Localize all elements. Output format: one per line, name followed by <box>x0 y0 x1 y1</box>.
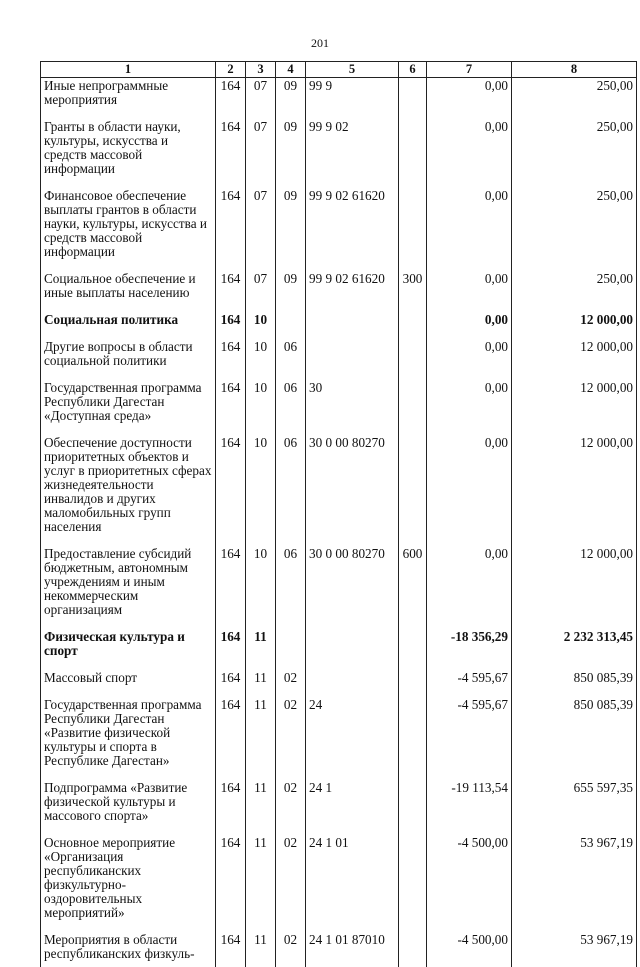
cell-col8: 53 967,19 <box>512 835 637 932</box>
cell-col7: -4 595,67 <box>427 670 512 697</box>
cell-col7: -19 113,54 <box>427 780 512 835</box>
cell-vid: 300 <box>399 271 427 312</box>
table-row <box>41 670 637 697</box>
cell-col8: 250,00 <box>512 271 637 312</box>
cell-ved: 164 <box>216 780 246 835</box>
cell-col7: -4 500,00 <box>427 932 512 967</box>
cell-podr: 06 <box>276 435 306 546</box>
cell-col7: 0,00 <box>427 435 512 546</box>
cell-tsel: 99 9 <box>306 78 399 120</box>
cell-razd: 07 <box>246 271 276 312</box>
cell-razd: 07 <box>246 78 276 120</box>
cell-tsel: 24 1 <box>306 780 399 835</box>
cell-name: Социальная политика <box>41 312 216 339</box>
col-header-2: 2 <box>216 62 246 78</box>
cell-name: Финансовое обеспечение выплаты грантов в области науки, культуры, искусства и средств массовой информации <box>41 188 216 271</box>
cell-name: Гранты в области науки, культуры, искусства и средств массовой информации <box>41 119 216 188</box>
budget-table <box>40 61 637 967</box>
table-row <box>41 932 637 967</box>
cell-name: Обеспечение доступности приоритетных объектов и услуг в приоритетных сферах жизнедеятельности инвалидов и других маломобильных групп населения <box>41 435 216 546</box>
cell-ved: 164 <box>216 546 246 629</box>
cell-vid <box>399 188 427 271</box>
cell-razd: 11 <box>246 629 276 670</box>
cell-razd: 11 <box>246 697 276 780</box>
cell-name: Иные непрограммные мероприятия <box>41 78 216 120</box>
cell-vid <box>399 670 427 697</box>
cell-col7: 0,00 <box>427 339 512 380</box>
cell-tsel: 24 1 01 <box>306 835 399 932</box>
cell-ved: 164 <box>216 435 246 546</box>
cell-ved: 164 <box>216 339 246 380</box>
cell-tsel: 99 9 02 <box>306 119 399 188</box>
cell-razd: 10 <box>246 339 276 380</box>
cell-razd: 10 <box>246 435 276 546</box>
table-row <box>41 188 637 271</box>
cell-name: Основное мероприятие «Организация республиканских физкультурно-оздоровительных мероприятий» <box>41 835 216 932</box>
cell-vid <box>399 932 427 967</box>
cell-name: Предоставление субсидий бюджетным, автономным учреждениям и иным некоммерческим организациям <box>41 546 216 629</box>
cell-ved: 164 <box>216 188 246 271</box>
cell-vid <box>399 339 427 380</box>
cell-podr <box>276 312 306 339</box>
cell-ved: 164 <box>216 697 246 780</box>
cell-name: Подпрограмма «Развитие физической культуры и массового спорта» <box>41 780 216 835</box>
cell-ved: 164 <box>216 629 246 670</box>
cell-name: Другие вопросы в области социальной политики <box>41 339 216 380</box>
cell-col8: 850 085,39 <box>512 697 637 780</box>
cell-col7: -4 500,00 <box>427 835 512 932</box>
cell-col8: 2 232 313,45 <box>512 629 637 670</box>
cell-vid <box>399 697 427 780</box>
cell-vid: 600 <box>399 546 427 629</box>
cell-ved: 164 <box>216 271 246 312</box>
cell-col8: 12 000,00 <box>512 435 637 546</box>
col-header-8: 8 <box>512 62 637 78</box>
cell-podr: 02 <box>276 697 306 780</box>
cell-ved: 164 <box>216 119 246 188</box>
cell-col8: 53 967,19 <box>512 932 637 967</box>
cell-col8: 12 000,00 <box>512 339 637 380</box>
cell-vid <box>399 78 427 120</box>
cell-col7: 0,00 <box>427 119 512 188</box>
cell-col7: 0,00 <box>427 188 512 271</box>
table-row <box>41 780 637 835</box>
cell-col7: 0,00 <box>427 78 512 120</box>
cell-tsel <box>306 339 399 380</box>
cell-razd: 10 <box>246 312 276 339</box>
cell-col8: 250,00 <box>512 119 637 188</box>
cell-tsel: 99 9 02 61620 <box>306 271 399 312</box>
table-row <box>41 435 637 546</box>
cell-vid <box>399 119 427 188</box>
cell-podr: 06 <box>276 380 306 435</box>
cell-razd: 11 <box>246 932 276 967</box>
cell-ved: 164 <box>216 670 246 697</box>
cell-razd: 10 <box>246 380 276 435</box>
cell-vid <box>399 629 427 670</box>
cell-col8: 12 000,00 <box>512 380 637 435</box>
cell-podr: 02 <box>276 670 306 697</box>
cell-col8: 850 085,39 <box>512 670 637 697</box>
table-row <box>41 380 637 435</box>
cell-tsel: 30 0 00 80270 <box>306 435 399 546</box>
cell-name: Мероприятия в области республиканских физкуль- <box>41 932 216 967</box>
cell-col8: 250,00 <box>512 188 637 271</box>
table-row <box>41 312 637 339</box>
cell-col7: 0,00 <box>427 271 512 312</box>
cell-col8: 12 000,00 <box>512 546 637 629</box>
table-body <box>41 78 637 967</box>
cell-vid <box>399 435 427 546</box>
cell-podr: 02 <box>276 932 306 967</box>
cell-vid <box>399 312 427 339</box>
table-row <box>41 78 637 120</box>
cell-podr: 02 <box>276 780 306 835</box>
cell-col7: 0,00 <box>427 312 512 339</box>
cell-name: Массовый спорт <box>41 670 216 697</box>
table-row <box>41 546 637 629</box>
cell-col7: 0,00 <box>427 546 512 629</box>
cell-col8: 12 000,00 <box>512 312 637 339</box>
cell-col8: 655 597,35 <box>512 780 637 835</box>
cell-tsel <box>306 312 399 339</box>
cell-podr: 09 <box>276 271 306 312</box>
cell-razd: 07 <box>246 119 276 188</box>
cell-podr: 09 <box>276 188 306 271</box>
cell-razd: 11 <box>246 835 276 932</box>
cell-name: Государственная программа Республики Дагестан «Доступная среда» <box>41 380 216 435</box>
cell-podr: 02 <box>276 835 306 932</box>
cell-vid <box>399 835 427 932</box>
cell-podr: 06 <box>276 339 306 380</box>
cell-razd: 11 <box>246 670 276 697</box>
col-header-3: 3 <box>246 62 276 78</box>
cell-podr: 06 <box>276 546 306 629</box>
cell-razd: 07 <box>246 188 276 271</box>
cell-tsel: 30 <box>306 380 399 435</box>
col-header-4: 4 <box>276 62 306 78</box>
cell-podr <box>276 629 306 670</box>
cell-name: Социальное обеспечение и иные выплаты населению <box>41 271 216 312</box>
cell-ved: 164 <box>216 312 246 339</box>
cell-tsel <box>306 670 399 697</box>
col-header-6: 6 <box>399 62 427 78</box>
cell-ved: 164 <box>216 380 246 435</box>
col-header-1: 1 <box>41 62 216 78</box>
table-row <box>41 697 637 780</box>
table-row <box>41 835 637 932</box>
cell-name: Физическая культура и спорт <box>41 629 216 670</box>
cell-vid <box>399 380 427 435</box>
cell-podr: 09 <box>276 78 306 120</box>
col-header-7: 7 <box>427 62 512 78</box>
col-header-5: 5 <box>306 62 399 78</box>
cell-tsel: 24 <box>306 697 399 780</box>
table-row <box>41 119 637 188</box>
header-row <box>41 62 637 78</box>
cell-razd: 11 <box>246 780 276 835</box>
cell-tsel: 99 9 02 61620 <box>306 188 399 271</box>
cell-ved: 164 <box>216 932 246 967</box>
page-number: 201 <box>0 36 640 51</box>
cell-vid <box>399 780 427 835</box>
cell-col7: -18 356,29 <box>427 629 512 670</box>
cell-ved: 164 <box>216 835 246 932</box>
cell-ved: 164 <box>216 78 246 120</box>
cell-col8: 250,00 <box>512 78 637 120</box>
table-row <box>41 339 637 380</box>
cell-name: Государственная программа Республики Дагестан «Развитие физической культуры и спорта в Республике Дагестан» <box>41 697 216 780</box>
cell-razd: 10 <box>246 546 276 629</box>
cell-tsel: 24 1 01 87010 <box>306 932 399 967</box>
cell-col7: -4 595,67 <box>427 697 512 780</box>
table-row <box>41 629 637 670</box>
cell-podr: 09 <box>276 119 306 188</box>
cell-tsel <box>306 629 399 670</box>
cell-tsel: 30 0 00 80270 <box>306 546 399 629</box>
cell-col7: 0,00 <box>427 380 512 435</box>
table-row <box>41 271 637 312</box>
